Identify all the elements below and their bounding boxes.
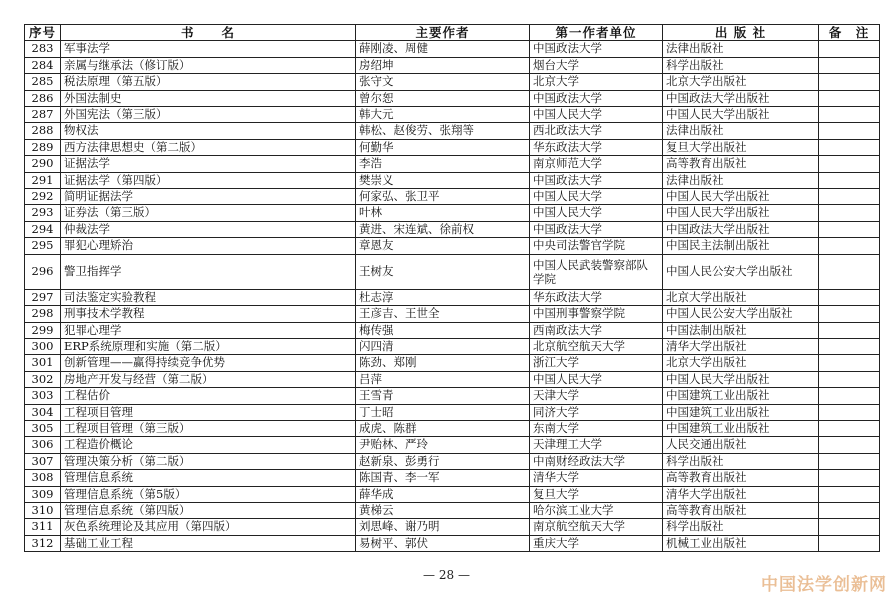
- cell-remarks: [819, 355, 880, 371]
- cell-title: 警卫指挥学: [61, 254, 356, 289]
- cell-publisher: 北京大学出版社: [663, 289, 819, 305]
- cell-authors: 何勤华: [356, 139, 530, 155]
- header-affiliation: 第一作者单位: [530, 25, 663, 41]
- cell-no: 300: [25, 338, 61, 354]
- cell-authors: 王树友: [356, 254, 530, 289]
- cell-title: ERP系统原理和实施（第二版）: [61, 338, 356, 354]
- table-row: [25, 205, 880, 221]
- cell-no: 288: [25, 123, 61, 139]
- cell-publisher: 中国建筑工业出版社: [663, 388, 819, 404]
- cell-authors: 黄梯云: [356, 502, 530, 518]
- cell-no: 285: [25, 74, 61, 90]
- table-row: [25, 453, 880, 469]
- table-row: [25, 388, 880, 404]
- cell-publisher: 科学出版社: [663, 453, 819, 469]
- table-row: [25, 306, 880, 322]
- cell-publisher: 中国法制出版社: [663, 322, 819, 338]
- cell-no: 284: [25, 57, 61, 73]
- cell-remarks: [819, 486, 880, 502]
- cell-affiliation: 中国政法大学: [530, 41, 663, 57]
- table-row: [25, 156, 880, 172]
- cell-no: 292: [25, 189, 61, 205]
- table-header-row: [25, 25, 880, 41]
- cell-affiliation: 烟台大学: [530, 57, 663, 73]
- cell-remarks: [819, 90, 880, 106]
- cell-remarks: [819, 371, 880, 387]
- cell-authors: 陈劲、郑刚: [356, 355, 530, 371]
- cell-affiliation: 北京大学: [530, 74, 663, 90]
- cell-remarks: [819, 453, 880, 469]
- cell-affiliation: 同济大学: [530, 404, 663, 420]
- cell-remarks: [819, 238, 880, 254]
- cell-affiliation: 中央司法警官学院: [530, 238, 663, 254]
- cell-title: 工程造价概论: [61, 437, 356, 453]
- cell-remarks: [819, 420, 880, 436]
- cell-affiliation: 中国政法大学: [530, 172, 663, 188]
- cell-publisher: 中国政法大学出版社: [663, 221, 819, 237]
- cell-authors: 易树平、郭伏: [356, 535, 530, 551]
- cell-affiliation: 东南大学: [530, 420, 663, 436]
- cell-no: 306: [25, 437, 61, 453]
- cell-title: 管理决策分析（第二版）: [61, 453, 356, 469]
- table-row: [25, 502, 880, 518]
- cell-no: 286: [25, 90, 61, 106]
- cell-affiliation: 华东政法大学: [530, 139, 663, 155]
- cell-authors: 薛刚凌、周健: [356, 41, 530, 57]
- cell-affiliation: 中国人民大学: [530, 371, 663, 387]
- cell-authors: 赵新泉、彭勇行: [356, 453, 530, 469]
- cell-title: 外国法制史: [61, 90, 356, 106]
- cell-title: 税法原理（第五版）: [61, 74, 356, 90]
- cell-publisher: 清华大学出版社: [663, 486, 819, 502]
- cell-title: 简明证据法学: [61, 189, 356, 205]
- cell-affiliation: 浙江大学: [530, 355, 663, 371]
- cell-authors: 房绍坤: [356, 57, 530, 73]
- header-publisher: 出 版 社: [663, 25, 819, 41]
- cell-title: 证券法（第三版）: [61, 205, 356, 221]
- cell-remarks: [819, 388, 880, 404]
- table-row: [25, 371, 880, 387]
- cell-title: 管理信息系统: [61, 470, 356, 486]
- cell-authors: 吕萍: [356, 371, 530, 387]
- cell-authors: 闪四清: [356, 338, 530, 354]
- cell-publisher: 高等教育出版社: [663, 502, 819, 518]
- cell-authors: 王彦吉、王世全: [356, 306, 530, 322]
- cell-title: 工程项目管理: [61, 404, 356, 420]
- cell-remarks: [819, 107, 880, 123]
- cell-authors: 黄进、宋连斌、徐前权: [356, 221, 530, 237]
- table-row: [25, 90, 880, 106]
- cell-authors: 王雪青: [356, 388, 530, 404]
- cell-affiliation: 中国人民大学: [530, 107, 663, 123]
- cell-remarks: [819, 156, 880, 172]
- cell-authors: 曾尔恕: [356, 90, 530, 106]
- cell-remarks: [819, 189, 880, 205]
- cell-publisher: 科学出版社: [663, 519, 819, 535]
- cell-no: 304: [25, 404, 61, 420]
- cell-remarks: [819, 41, 880, 57]
- cell-title: 军事法学: [61, 41, 356, 57]
- cell-authors: 李浩: [356, 156, 530, 172]
- cell-publisher: 中国政法大学出版社: [663, 90, 819, 106]
- cell-no: 290: [25, 156, 61, 172]
- cell-no: 301: [25, 355, 61, 371]
- header-title: 书 名: [61, 25, 356, 41]
- cell-title: 管理信息系统（第5版）: [61, 486, 356, 502]
- cell-authors: 刘思峰、谢乃明: [356, 519, 530, 535]
- cell-publisher: 法律出版社: [663, 123, 819, 139]
- cell-no: 287: [25, 107, 61, 123]
- cell-remarks: [819, 289, 880, 305]
- cell-affiliation: 西南政法大学: [530, 322, 663, 338]
- cell-affiliation: 中国人民武装警察部队学院: [530, 254, 663, 289]
- cell-remarks: [819, 470, 880, 486]
- cell-publisher: 中国人民大学出版社: [663, 107, 819, 123]
- cell-remarks: [819, 254, 880, 289]
- cell-title: 物权法: [61, 123, 356, 139]
- cell-title: 工程项目管理（第三版）: [61, 420, 356, 436]
- table-row: [25, 107, 880, 123]
- cell-affiliation: 中南财经政法大学: [530, 453, 663, 469]
- cell-authors: 丁士昭: [356, 404, 530, 420]
- cell-no: 303: [25, 388, 61, 404]
- cell-title: 创新管理——赢得持续竞争优势: [61, 355, 356, 371]
- cell-title: 罪犯心理矫治: [61, 238, 356, 254]
- cell-publisher: 北京大学出版社: [663, 74, 819, 90]
- table-row: [25, 470, 880, 486]
- cell-publisher: 复旦大学出版社: [663, 139, 819, 155]
- cell-publisher: 法律出版社: [663, 172, 819, 188]
- table-row: [25, 404, 880, 420]
- cell-title: 证据法学（第四版）: [61, 172, 356, 188]
- cell-title: 刑事技术学教程: [61, 306, 356, 322]
- cell-remarks: [819, 172, 880, 188]
- cell-no: 283: [25, 41, 61, 57]
- cell-title: 西方法律思想史（第二版）: [61, 139, 356, 155]
- cell-publisher: 清华大学出版社: [663, 338, 819, 354]
- table-row: [25, 289, 880, 305]
- cell-authors: 成虎、陈群: [356, 420, 530, 436]
- cell-title: 证据法学: [61, 156, 356, 172]
- cell-affiliation: 中国政法大学: [530, 221, 663, 237]
- cell-publisher: 中国人民大学出版社: [663, 189, 819, 205]
- cell-affiliation: 西北政法大学: [530, 123, 663, 139]
- table-row: [25, 420, 880, 436]
- cell-no: 291: [25, 172, 61, 188]
- cell-publisher: 中国人民大学出版社: [663, 371, 819, 387]
- table-row: [25, 139, 880, 155]
- cell-publisher: 科学出版社: [663, 57, 819, 73]
- cell-title: 犯罪心理学: [61, 322, 356, 338]
- cell-authors: 章恩友: [356, 238, 530, 254]
- table-row: [25, 437, 880, 453]
- cell-no: 307: [25, 453, 61, 469]
- cell-remarks: [819, 437, 880, 453]
- header-remarks: 备 注: [819, 25, 880, 41]
- cell-title: 亲属与继承法（修订版）: [61, 57, 356, 73]
- cell-publisher: 中国人民大学出版社: [663, 205, 819, 221]
- cell-no: 308: [25, 470, 61, 486]
- cell-publisher: 高等教育出版社: [663, 156, 819, 172]
- cell-affiliation: 哈尔滨工业大学: [530, 502, 663, 518]
- table-row: [25, 57, 880, 73]
- cell-no: 311: [25, 519, 61, 535]
- cell-no: 312: [25, 535, 61, 551]
- cell-affiliation: 清华大学: [530, 470, 663, 486]
- cell-authors: 梅传强: [356, 322, 530, 338]
- cell-remarks: [819, 519, 880, 535]
- table-row: [25, 41, 880, 57]
- table-row: [25, 221, 880, 237]
- cell-no: 309: [25, 486, 61, 502]
- cell-authors: 叶林: [356, 205, 530, 221]
- cell-title: 工程估价: [61, 388, 356, 404]
- table-row: [25, 254, 880, 289]
- cell-affiliation: 华东政法大学: [530, 289, 663, 305]
- cell-publisher: 高等教育出版社: [663, 470, 819, 486]
- cell-title: 房地产开发与经营（第二版）: [61, 371, 356, 387]
- table-row: [25, 535, 880, 551]
- cell-remarks: [819, 338, 880, 354]
- table-row: [25, 189, 880, 205]
- cell-authors: 尹贻林、严玲: [356, 437, 530, 453]
- cell-remarks: [819, 322, 880, 338]
- cell-no: 293: [25, 205, 61, 221]
- cell-publisher: 中国人民公安大学出版社: [663, 254, 819, 289]
- cell-publisher: 中国民主法制出版社: [663, 238, 819, 254]
- cell-authors: 韩松、赵俊劳、张翔等: [356, 123, 530, 139]
- cell-affiliation: 南京师范大学: [530, 156, 663, 172]
- cell-affiliation: 复旦大学: [530, 486, 663, 502]
- cell-title: 外国宪法（第三版）: [61, 107, 356, 123]
- cell-publisher: 中国建筑工业出版社: [663, 420, 819, 436]
- cell-remarks: [819, 57, 880, 73]
- book-list-table: [24, 24, 880, 552]
- cell-affiliation: 南京航空航天大学: [530, 519, 663, 535]
- cell-no: 295: [25, 238, 61, 254]
- cell-affiliation: 中国人民大学: [530, 205, 663, 221]
- cell-remarks: [819, 74, 880, 90]
- cell-publisher: 人民交通出版社: [663, 437, 819, 453]
- cell-title: 灰色系统理论及其应用（第四版）: [61, 519, 356, 535]
- cell-affiliation: 重庆大学: [530, 535, 663, 551]
- cell-remarks: [819, 306, 880, 322]
- header-authors: 主要作者: [356, 25, 530, 41]
- table-row: [25, 322, 880, 338]
- cell-authors: 樊崇义: [356, 172, 530, 188]
- header-no: 序号: [25, 25, 61, 41]
- cell-no: 310: [25, 502, 61, 518]
- cell-affiliation: 北京航空航天大学: [530, 338, 663, 354]
- cell-remarks: [819, 139, 880, 155]
- cell-title: 管理信息系统（第四版）: [61, 502, 356, 518]
- cell-authors: 杜志淳: [356, 289, 530, 305]
- watermark-logo-text: 中国法学创新网: [761, 575, 887, 595]
- table-row: [25, 123, 880, 139]
- table-row: [25, 519, 880, 535]
- table-row: [25, 338, 880, 354]
- cell-no: 294: [25, 221, 61, 237]
- cell-authors: 何家弘、张卫平: [356, 189, 530, 205]
- cell-no: 302: [25, 371, 61, 387]
- cell-publisher: 北京大学出版社: [663, 355, 819, 371]
- cell-no: 297: [25, 289, 61, 305]
- page-number: — 28 —: [423, 568, 470, 582]
- cell-affiliation: 中国刑事警察学院: [530, 306, 663, 322]
- cell-title: 仲裁法学: [61, 221, 356, 237]
- cell-remarks: [819, 502, 880, 518]
- table-row: [25, 172, 880, 188]
- cell-publisher: 法律出版社: [663, 41, 819, 57]
- cell-publisher: 机械工业出版社: [663, 535, 819, 551]
- cell-remarks: [819, 404, 880, 420]
- table-row: [25, 238, 880, 254]
- cell-no: 298: [25, 306, 61, 322]
- cell-authors: 韩大元: [356, 107, 530, 123]
- cell-title: 司法鉴定实验教程: [61, 289, 356, 305]
- cell-authors: 薛华成: [356, 486, 530, 502]
- cell-remarks: [819, 535, 880, 551]
- table-row: [25, 355, 880, 371]
- cell-remarks: [819, 205, 880, 221]
- cell-no: 289: [25, 139, 61, 155]
- cell-affiliation: 中国政法大学: [530, 90, 663, 106]
- cell-no: 305: [25, 420, 61, 436]
- cell-remarks: [819, 123, 880, 139]
- table-row: [25, 74, 880, 90]
- cell-publisher: 中国建筑工业出版社: [663, 404, 819, 420]
- cell-title: 基础工业工程: [61, 535, 356, 551]
- cell-no: 299: [25, 322, 61, 338]
- cell-authors: 陈国青、李一军: [356, 470, 530, 486]
- table-row: [25, 486, 880, 502]
- cell-affiliation: 天津大学: [530, 388, 663, 404]
- cell-authors: 张守文: [356, 74, 530, 90]
- cell-remarks: [819, 221, 880, 237]
- cell-affiliation: 中国人民大学: [530, 189, 663, 205]
- cell-publisher: 中国人民公安大学出版社: [663, 306, 819, 322]
- cell-affiliation: 天津理工大学: [530, 437, 663, 453]
- cell-no: 296: [25, 254, 61, 289]
